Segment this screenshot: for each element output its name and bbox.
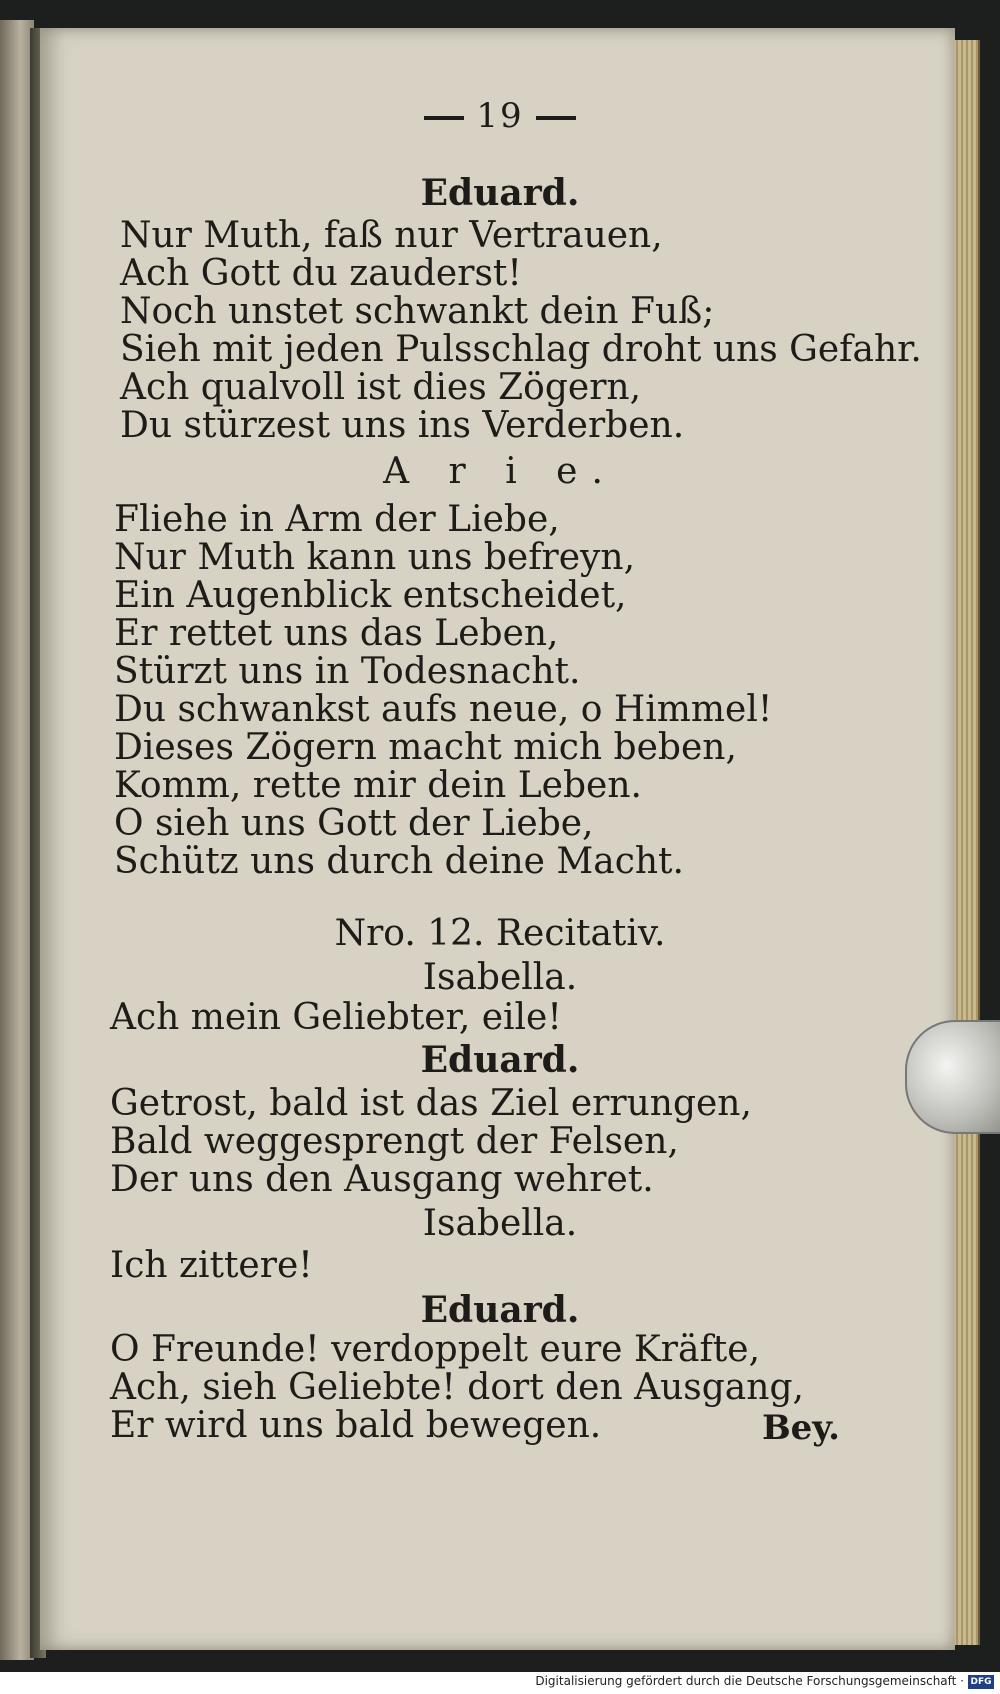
text-line: Dieses Zögern macht mich beben,: [114, 727, 737, 768]
text-line: Ach Gott du zauderst!: [120, 253, 522, 294]
text-line: Ein Augenblick entscheidet,: [114, 575, 627, 616]
text-line: Stürzt uns in Todesnacht.: [114, 651, 581, 692]
text-line: Ach mein Geliebter, eile!: [110, 997, 562, 1038]
text-line: Schütz uns durch deine Macht.: [114, 841, 684, 882]
heading-line: Nro. 12. Recitativ.: [334, 913, 666, 954]
text-line: Der uns den Ausgang wehret.: [110, 1159, 654, 1200]
text-line: O Freunde! verdoppelt eure Kräfte,: [110, 1329, 761, 1370]
text-line: Bald weggesprengt der Felsen,: [110, 1121, 679, 1162]
text-line: Komm, rette mir dein Leben.: [114, 765, 642, 806]
text-line: Er wird uns bald bewegen.: [110, 1405, 602, 1446]
heading-line: Isabella.: [422, 957, 578, 998]
text-line: Du schwankst aufs neue, o Himmel!: [114, 689, 773, 730]
text-line: Ach, sieh Geliebte! dort den Ausgang,: [110, 1367, 804, 1408]
text-line: Nur Muth, faß nur Vertrauen,: [120, 215, 663, 256]
page-number-text: 19: [476, 96, 524, 136]
heading-line: Eduard.: [420, 1289, 580, 1331]
text-line: Ich zittere!: [110, 1245, 313, 1286]
text-line: Du stürzest uns ins Verderben.: [120, 405, 685, 446]
dash-right: [536, 116, 576, 120]
heading-line: A r i e.: [383, 451, 617, 492]
dash-left: [424, 116, 464, 120]
text-line: Ach qualvoll ist dies Zögern,: [120, 367, 642, 408]
text-line: Getrost, bald ist das Ziel errungen,: [110, 1083, 752, 1124]
text-line: Fliehe in Arm der Liebe,: [114, 499, 560, 540]
footer-credit: Digitalisierung gefördert durch die Deutsche Forschungsgemeinschaft ·: [535, 1674, 964, 1688]
text-line: Noch unstet schwankt dein Fuß;: [120, 291, 715, 332]
page-content: [110, 28, 922, 1650]
page-clip: [905, 1020, 1000, 1134]
heading-line: Eduard.: [420, 1039, 580, 1081]
page-number: [110, 96, 890, 136]
catchword: Bey.: [761, 1408, 840, 1448]
heading-line: Isabella.: [422, 1203, 578, 1244]
left-page-edge: [0, 20, 34, 1660]
text-line: O sieh uns Gott der Liebe,: [114, 803, 594, 844]
book-page: [40, 28, 955, 1650]
text-line: Er rettet uns das Leben,: [114, 613, 559, 654]
text-line: Sieh mit jeden Pulsschlag droht uns Gefahr.: [120, 329, 922, 370]
text-line: Nur Muth kann uns befreyn,: [114, 537, 636, 578]
heading-line: Eduard.: [420, 172, 580, 214]
dfg-logo: DFG: [968, 1675, 994, 1689]
